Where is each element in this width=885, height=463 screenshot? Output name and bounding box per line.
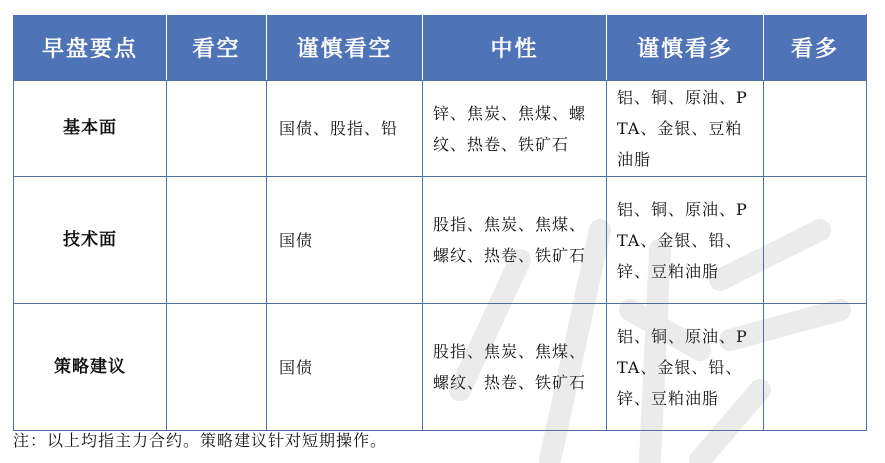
cell-bearish xyxy=(167,304,267,431)
row-label: 技术面 xyxy=(14,177,167,304)
cell-cautious-bullish: 铝、铜、原油、PTA、金银、铅、锌、豆粕油脂 xyxy=(607,177,764,304)
cell-neutral: 股指、焦炭、焦煤、螺纹、热卷、铁矿石 xyxy=(423,177,607,304)
table-row-technicals xyxy=(14,177,867,304)
cell-cautious-bullish: 铝、铜、原油、PTA、金银、豆粕油脂 xyxy=(607,81,764,177)
header-cautious-bullish: 谨慎看多 xyxy=(607,15,764,81)
header-cautious-bearish: 谨慎看空 xyxy=(267,15,423,81)
header-bearish: 看空 xyxy=(167,15,267,81)
footnote: 注：以上均指主力合约。策略建议针对短期操作。 xyxy=(13,431,388,450)
header-bullish: 看多 xyxy=(764,15,867,81)
header-key-points: 早盘要点 xyxy=(14,15,167,81)
table-row-strategy xyxy=(14,304,867,431)
table-row-fundamentals xyxy=(14,81,867,177)
cell-cautious-bullish: 铝、铜、原油、PTA、金银、铅、锌、豆粕油脂 xyxy=(607,304,764,431)
header-neutral: 中性 xyxy=(423,15,607,81)
cell-cautious-bearish: 国债、股指、铅 xyxy=(267,81,423,177)
cell-neutral: 锌、焦炭、焦煤、螺纹、热卷、铁矿石 xyxy=(423,81,607,177)
cell-cautious-bearish: 国债 xyxy=(267,177,423,304)
cell-bullish xyxy=(764,81,867,177)
outlook-table xyxy=(13,14,867,431)
row-label: 策略建议 xyxy=(14,304,167,431)
row-label: 基本面 xyxy=(14,81,167,177)
cell-cautious-bearish: 国债 xyxy=(267,304,423,431)
header-row xyxy=(14,15,867,81)
cell-neutral: 股指、焦炭、焦煤、螺纹、热卷、铁矿石 xyxy=(423,304,607,431)
cell-bullish xyxy=(764,304,867,431)
cell-bearish xyxy=(167,177,267,304)
cell-bullish xyxy=(764,177,867,304)
cell-bearish xyxy=(167,81,267,177)
